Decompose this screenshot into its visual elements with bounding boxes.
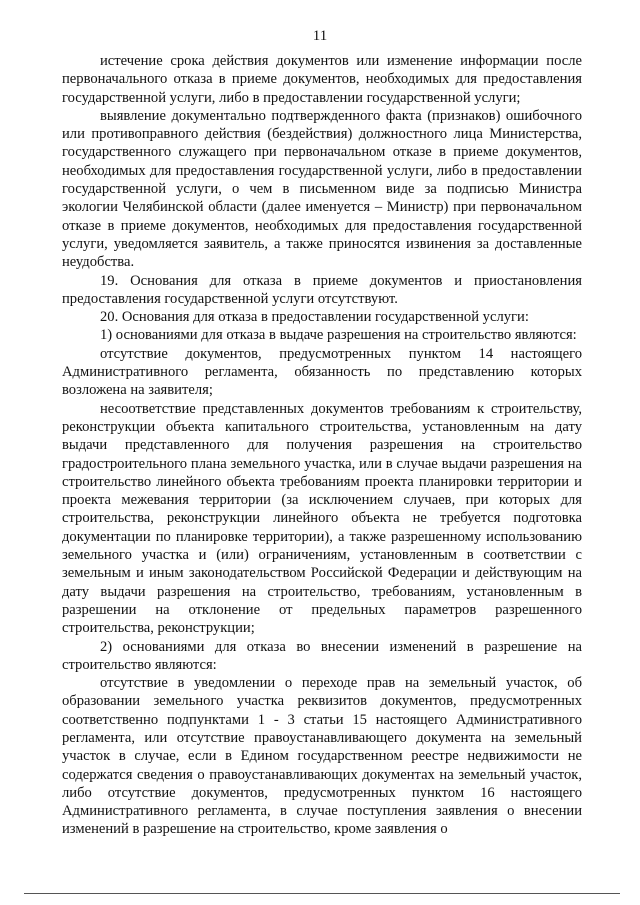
- paragraph: 19. Основания для отказа в приеме документов и приостановления предоставления государственной услуги отсутствуют.: [62, 272, 582, 307]
- bottom-divider: [24, 893, 620, 894]
- paragraph: истечение срока действия документов или изменение информации после первоначального отказа в приеме документов, необходимых для предоставления государственной услуги, либо в предоставлении государственной услуги;: [62, 53, 582, 106]
- paragraph: 20. Основания для отказа в предоставлении государственной услуги:: [100, 309, 529, 326]
- paragraph: выявление документально подтвержденного факта (признаков) ошибочного или противоправного действия (бездействия) должностного лица Министерства, государственного служащего при первоначальном отказе в приеме документов, необходимых для предоставления государственной услуги, либо в предоставлении государственной услуги, о чем в письменном виде за подписью Министра экологии Челябинской области (далее именуется – Министр) при первоначальном отказе в приеме документов, необходимых для предоставления государственной услуги, уведомляется заявитель, а также приносятся извинения за доставленные неудобства.: [62, 107, 582, 271]
- paragraph: отсутствие документов, предусмотренных пунктом 14 настоящего Административного регламента, обязанность по представлению которых возложена на заявителя;: [62, 345, 582, 399]
- page-number: 11: [312, 28, 328, 44]
- paragraph: несоответствие представленных документов требованиям к строительству, реконструкции объекта капитального строительства, установленным на дату выдачи представленного для получения разрешения на строительство градостроительного плана земельного участка, или в случае выдачи разрешения на строительство линейного объекта требованиям проекта планировки территории и проекта межевания территории (за исключением случаев, при которых для строительства, реконструкции линейного объекта не требуется подготовка документации по планировке территории), а также разрешенному использованию земельного участка и (или) ограничениям, установленным в соответствии с земельным и иным законодательством Российской Федерации и действующим на дату выдачи разрешения на строительство, требованиям, установленным в разрешении на отклонение от предельных параметров разрешенного строительства, реконструкции;: [62, 400, 582, 637]
- paragraph: отсутствие в уведомлении о переходе прав на земельный участок, об образовании земельного участка реквизитов документов, предусмотренных соответственно подпунктами 1 - 3 статьи 15 настоящего Административного регламента, или отсутствие правоустанавливающего документа на земельный участок в случае, если в Едином государственном реестре недвижимости не содержатся сведения о правоустанавливающих документах на земельный участок, либо отсутствие документов, предусмотренных пунктом 16 настоящего Административного регламента, в случае поступления заявления о внесении изменений в разрешение на строительство, кроме заявления о: [62, 675, 582, 838]
- document-body: [62, 52, 582, 839]
- paragraph: 1) основаниями для отказа в выдаче разрешения на строительство являются:: [100, 327, 577, 344]
- paragraph: 2) основаниями для отказа во внесении изменений в разрешение на строительство являются:: [62, 638, 582, 673]
